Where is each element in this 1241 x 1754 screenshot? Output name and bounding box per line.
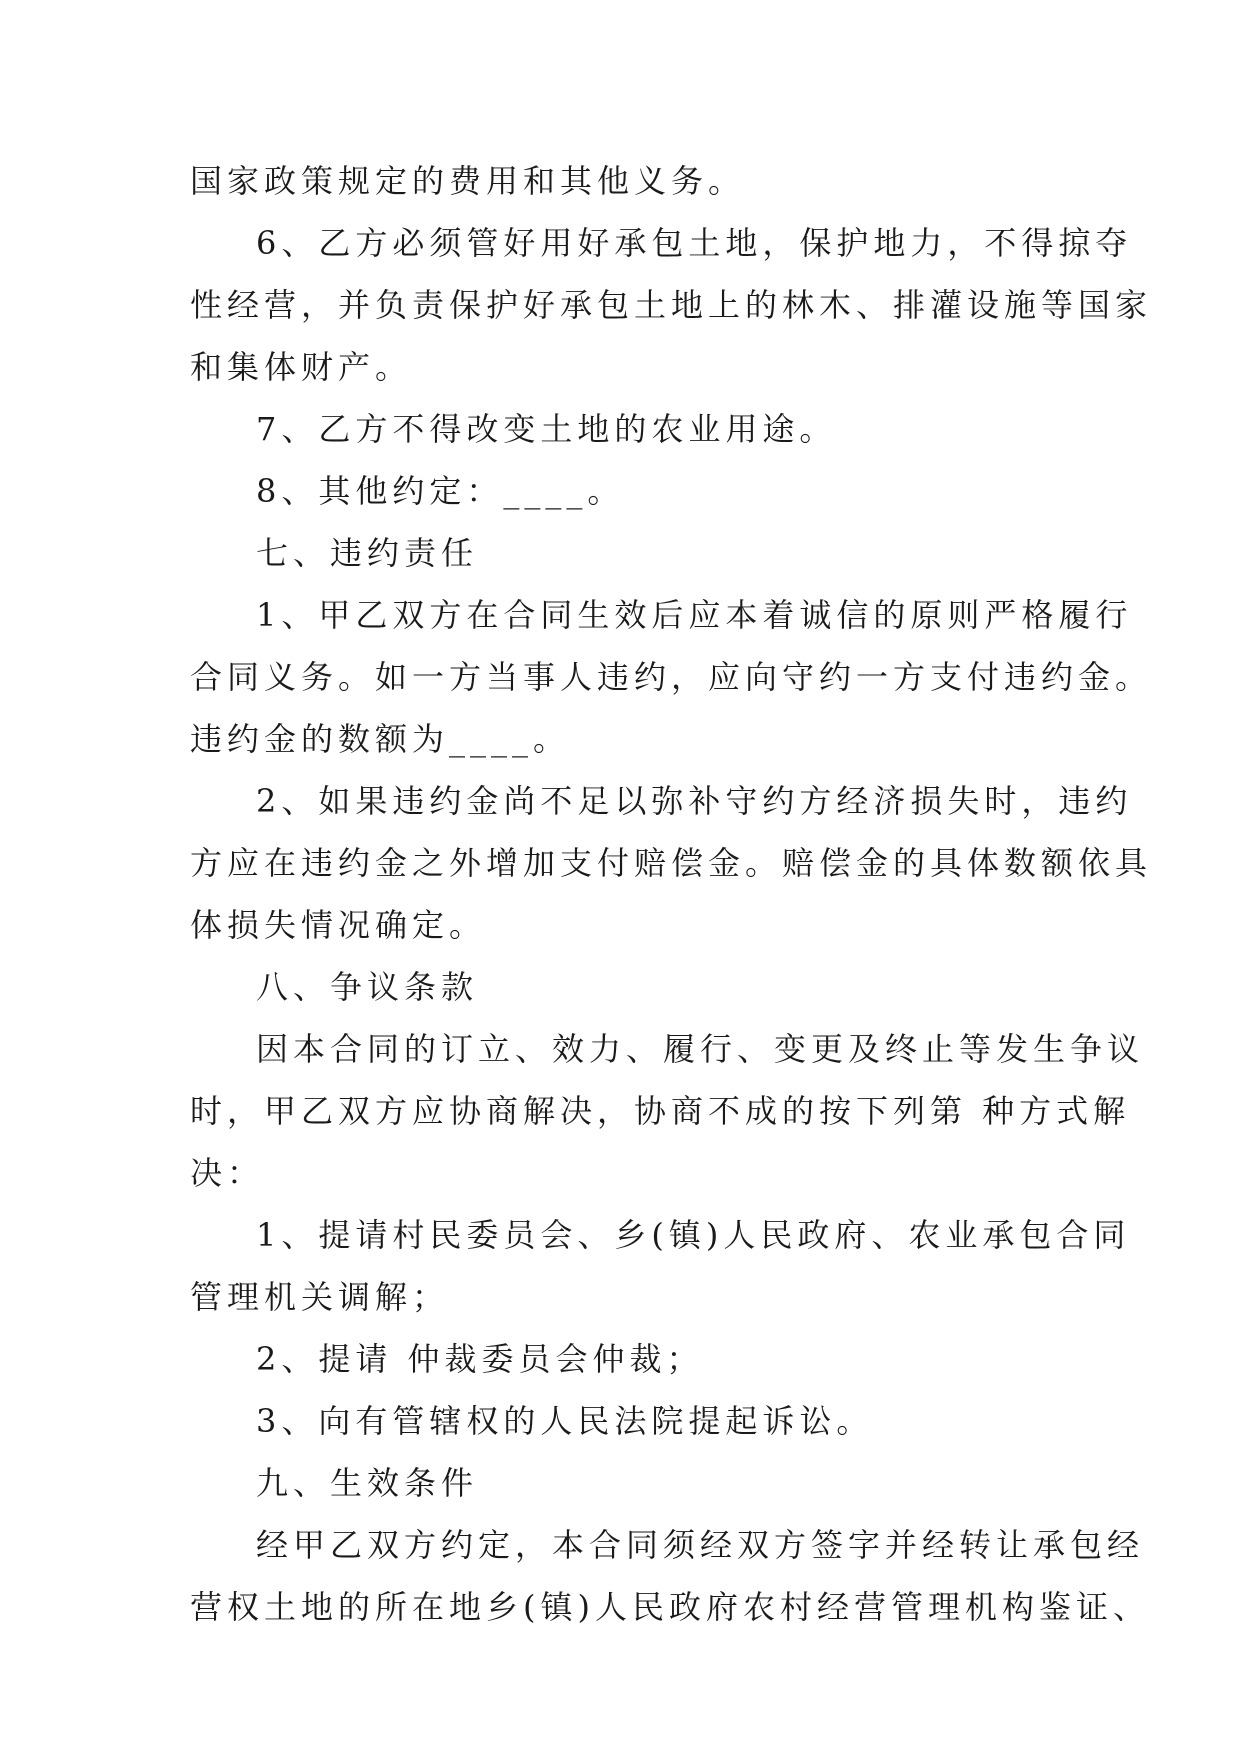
text-line: 营权土地的所在地乡(镇)人民政府农村经营管理机构鉴证、 — [190, 1588, 1150, 1626]
text-line: 和集体财产。 — [190, 348, 413, 386]
text-line: 性经营，并负责保护好承包土地上的林木、排灌设施等国家 — [190, 286, 1153, 324]
text-line: 8、其他约定：____。 — [256, 472, 625, 510]
text-line: 时，甲乙双方应协商解决，协商不成的按下列第 种方式解 — [190, 1092, 1131, 1130]
text-line: 管理机关调解； — [190, 1278, 450, 1316]
text-line: 违约金的数额为____。 — [190, 720, 571, 758]
text-line: 2、如果违约金尚不足以弥补守约方经济损失时，违约 — [256, 782, 1133, 820]
text-line: 方应在违约金之外增加支付赔偿金。赔偿金的具体数额依具 — [190, 844, 1153, 882]
text-line: 经甲乙双方约定，本合同须经双方签字并经转让承包经 — [256, 1526, 1145, 1564]
text-line: 国家政策规定的费用和其他义务。 — [190, 162, 746, 200]
section-heading: 九、生效条件 — [256, 1464, 479, 1502]
text-line: 6、乙方必须管好用好承包土地，保护地力，不得掠夺 — [256, 224, 1133, 262]
text-line: 1、提请村民委员会、乡(镇)人民政府、农业承包合同 — [256, 1216, 1131, 1254]
text-line: 体损失情况确定。 — [190, 906, 487, 944]
section-heading: 八、争议条款 — [256, 968, 479, 1006]
text-line: 决： — [190, 1154, 265, 1192]
text-line: 合同义务。如一方当事人违约，应向守约一方支付违约金。 — [190, 658, 1153, 696]
text-line: 因本合同的订立、效力、履行、变更及终止等发生争议 — [256, 1030, 1145, 1068]
text-line: 7、乙方不得改变土地的农业用途。 — [256, 410, 837, 448]
text-line: 1、甲乙双方在合同生效后应本着诚信的原则严格履行 — [256, 596, 1133, 634]
text-line: 2、提请 仲裁委员会仲裁； — [256, 1340, 704, 1378]
text-line: 3、向有管辖权的人民法院提起诉讼。 — [256, 1402, 874, 1440]
contract-text — [190, 150, 1153, 1638]
section-heading: 七、违约责任 — [256, 534, 479, 572]
